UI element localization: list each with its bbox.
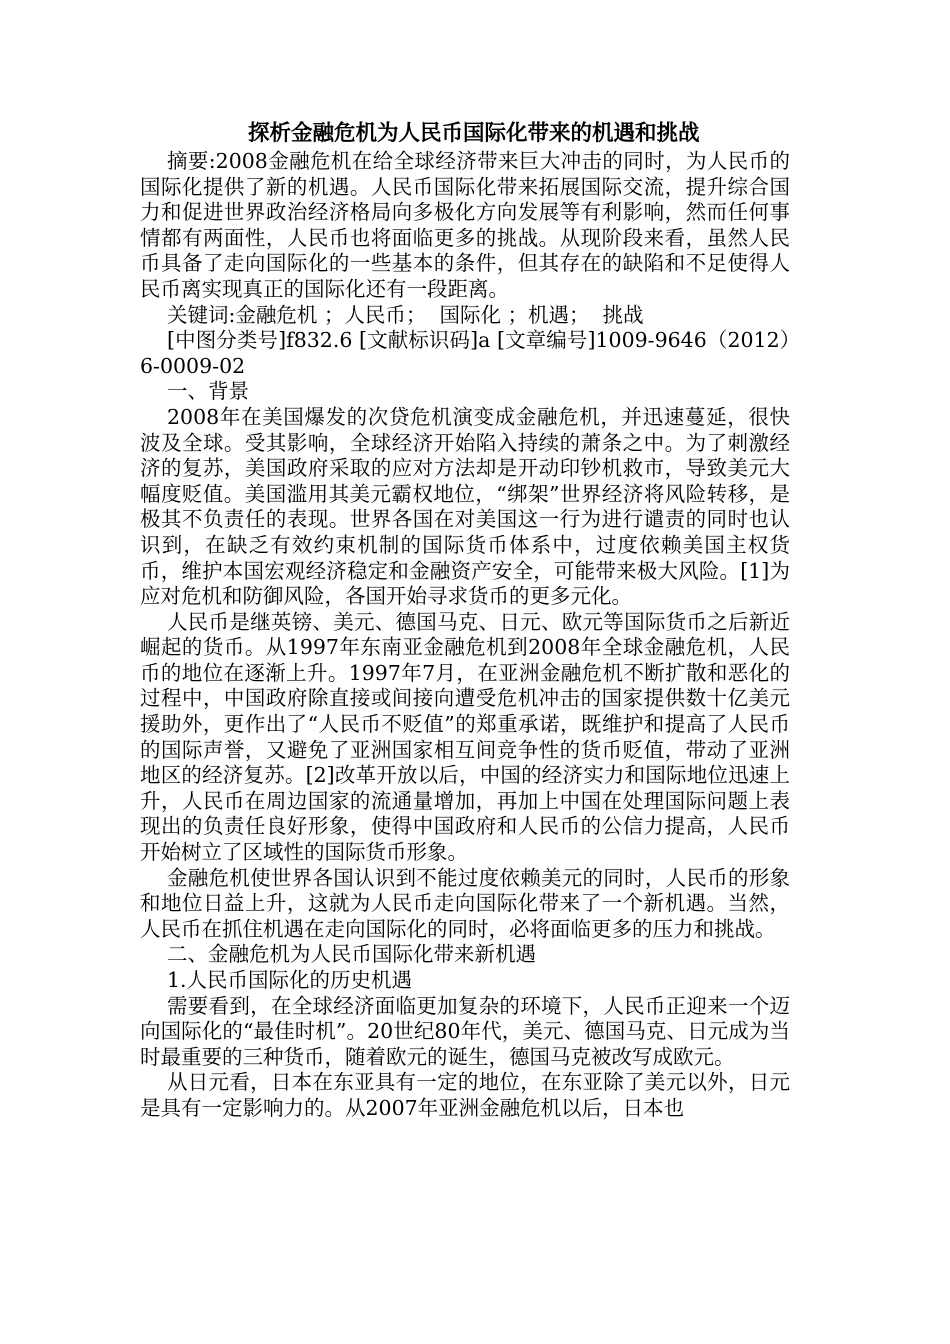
document-body: [140, 119, 790, 1122]
classification-line: [中图分类号]f832.6 [文献标识码]a [文章编号]1009-9646（2012）6-0009-02: [140, 328, 790, 378]
body-paragraph: 人民币是继英镑、美元、德国马克、日元、欧元等国际货币之后新近崛起的货币。从1997年东南亚金融危机到2008年全球金融危机，人民币的地位在逐渐上升。1997年7月，在亚洲金融危机不断扩散和恶化的过程中，中国政府除直接或间接向遭受危机冲击的国家提供数十亿美元援助外，更作出了“人民币不贬值”的郑重承诺，既维护和提高了人民币的国际声誉，又避免了亚洲国家相互间竞争性的货币贬值，带动了亚洲地区的经济复苏。[2]改革开放以后，中国的经济实力和国际地位迅速上升，人民币在周边国家的流通量增加，再加上中国在处理国际问题上表现出的负责任良好形象，使得中国政府和人民币的公信力提高，人民币开始树立了区域性的国际货币形象。: [140, 609, 790, 865]
section-heading-opportunity: 二、金融危机为人民币国际化带来新机遇: [167, 942, 536, 967]
subsection-heading-historical-opportunity: 1.人民币国际化的历史机遇: [167, 968, 413, 992]
abstract-paragraph: 摘要:2008金融危机在给全球经济带来巨大冲击的同时，为人民币的国际化提供了新的机遇。人民币国际化带来拓展国际交流，提升综合国力和促进世界政治经济格局向多极化方向发展等有利影响，然而任何事情都有两面性，人民币也将面临更多的挑战。从现阶段来看，虽然人民币具备了走向国际化的一些基本的条件，但其存在的缺陷和不足使得人民币离实现真正的国际化还有一段距离。: [140, 149, 790, 301]
body-paragraph: 金融危机使世界各国认识到不能过度依赖美元的同时，人民币的形象和地位日益上升，这就为人民币走向国际化带来了一个新机遇。当然，人民币在抓住机遇在走向国际化的同时，必将面临更多的压力和挑战。: [140, 865, 790, 941]
body-paragraph: 从日元看，日本在东亚具有一定的地位，在东亚除了美元以外，日元是具有一定影响力的。从2007年亚洲金融危机以后，日本也: [140, 1070, 790, 1120]
keywords-line: 关键词:金融危机 ；人民币； 国际化 ；机遇； 挑战: [167, 302, 644, 327]
section-heading-background: 一、背景: [167, 379, 249, 404]
body-paragraph: 需要看到，在全球经济面临更加复杂的环境下，人民币正迎来一个迈向国际化的“最佳时机”。20世纪80年代，美元、德国马克、日元成为当时最重要的三种货币，随着欧元的诞生，德国马克被改写成欧元。: [140, 993, 790, 1069]
body-paragraph: 2008年在美国爆发的次贷危机演变成金融危机，并迅速蔓延，很快波及全球。受其影响，全球经济开始陷入持续的萧条之中。为了刺激经济的复苏，美国政府采取的应对方法却是开动印钞机救市，导致美元大幅度贬值。美国滥用其美元霸权地位，“绑架”世界经济将风险转移，是极其不负责任的表现。世界各国在对美国这一行为进行谴责的同时也认识到，在缺乏有效约束机制的国际货币体系中，过度依赖美国主权货币，维护本国宏观经济稳定和金融资产安全，可能带来极大风险。[1]为应对危机和防御风险，各国开始寻求货币的更多元化。: [140, 404, 790, 609]
document-title: 探析金融危机为人民币国际化带来的机遇和挑战: [248, 121, 700, 146]
